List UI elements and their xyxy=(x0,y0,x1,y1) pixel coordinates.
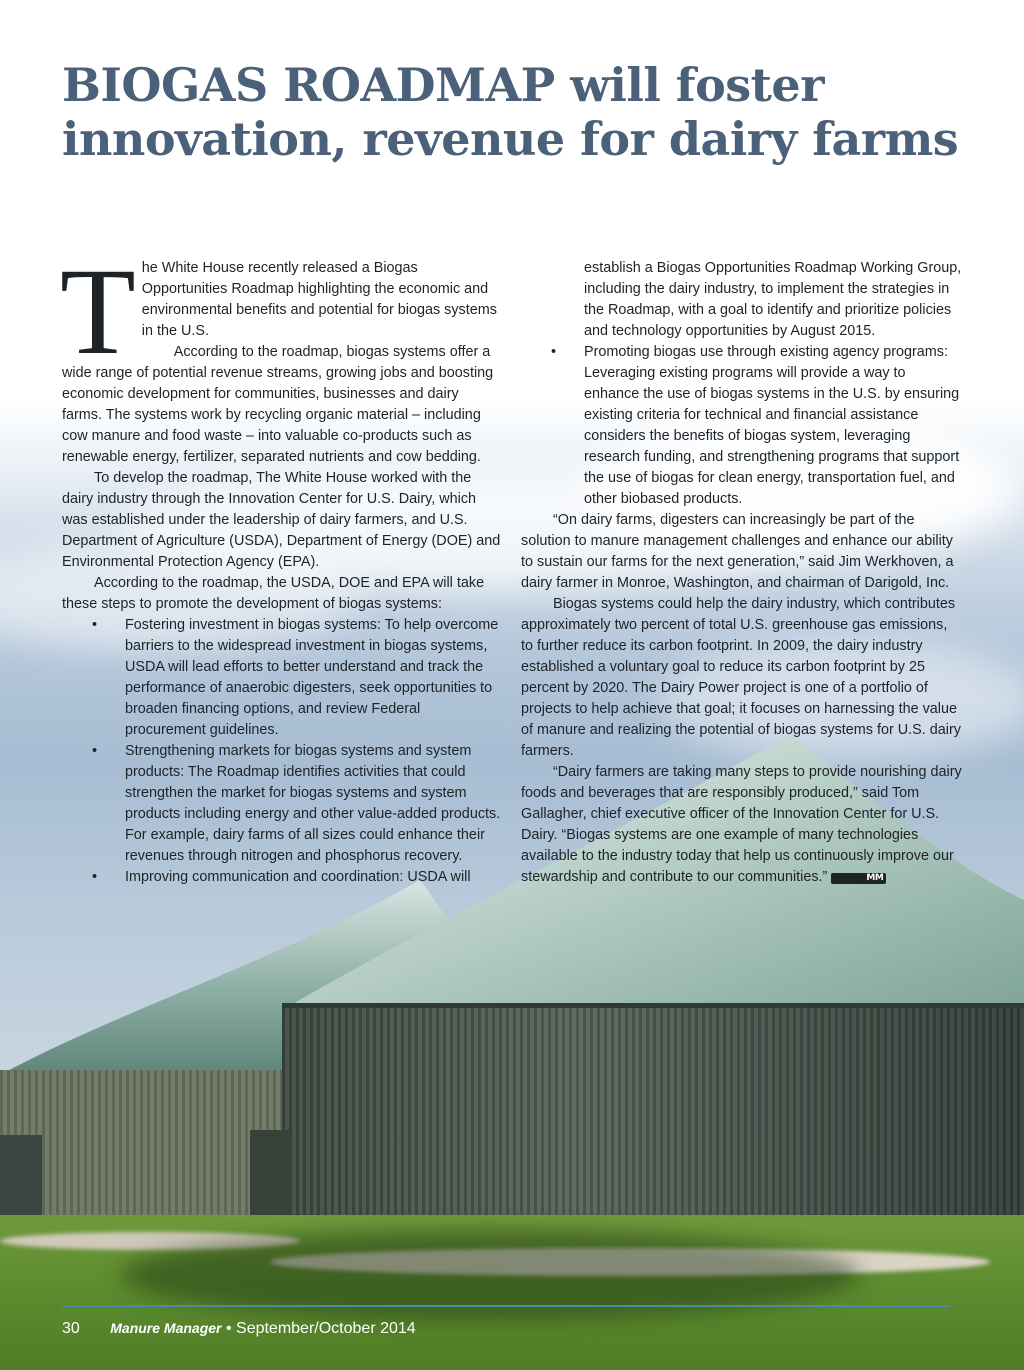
list-item-text: Fostering investment in biogas systems: To help overcome barriers to the widespread investment in biogas systems, USDA will lead efforts to better understand and track the performance of anaerobic digesters, seek opportunities to broaden financing options, and review Federal procurement guidelines. xyxy=(125,617,499,738)
article-title xyxy=(62,58,962,166)
list-item-text: Improving communication and coordination: USDA will xyxy=(125,869,471,885)
list-item xyxy=(62,741,502,867)
list-item xyxy=(62,615,502,741)
paragraph: According to the roadmap, the USDA, DOE and EPA will take these steps to promote the development of biogas systems: xyxy=(62,575,485,612)
bullet-marker: • xyxy=(92,743,98,759)
drop-cap: T xyxy=(60,243,136,380)
intro-paragraph xyxy=(60,243,502,380)
list-item xyxy=(62,867,502,888)
footer-separator: • xyxy=(225,1320,232,1337)
right-column xyxy=(521,258,963,888)
footer-rule xyxy=(62,1305,950,1307)
paragraph: To develop the roadmap, The White House worked with the dairy industry through the Innovation Center for U.S. Dairy, which was established under the leadership of dairy farmers, and U.S. Department of Agriculture (USDA), Department of Energy (DOE) and Environmental Protection Agency (EPA). xyxy=(62,470,501,570)
page-number: 30 xyxy=(62,1320,80,1337)
bullet-marker: • xyxy=(92,869,98,885)
bullet-marker: • xyxy=(92,617,98,633)
paragraph: According to the roadmap, biogas systems offer a wide range of potential revenue streams, growing jobs and boosting economic development for communities, businesses and dairy farms. The systems work by recycling organic material – including cow manure and food waste – into valuable co-products such as renewable energy, fertilizer, separated nutrients and cow bedding. xyxy=(62,344,494,465)
bullet-marker: • xyxy=(551,344,557,360)
title-line-1: BIOGAS ROADMAP will foster xyxy=(62,58,824,112)
list-item-text: Promoting biogas use through existing agency programs: Leveraging existing programs will provide a way to enhance the use of biogas systems in the U.S. by ensuring existing criteria for technical and financial assistance considers the benefits of biogas system, leveraging research funding, and strengthening programs that support the use of biogas for clean energy, transportation fuel, and other biobased products. xyxy=(584,344,960,507)
title-line-2: innovation, revenue for dairy farms xyxy=(62,112,959,166)
list-item-continuation: establish a Biogas Opportunities Roadmap Working Group, including the dairy industry, to implement the strategies in the Roadmap, with a goal to identify and prioritize policies and technology opportunities by August 2015. xyxy=(584,260,962,339)
steps-list-continued xyxy=(521,342,963,510)
issue-date: September/October 2014 xyxy=(236,1320,416,1337)
steps-list xyxy=(62,615,502,888)
list-item-text: Strengthening markets for biogas systems and system products: The Roadmap identifies activities that could strengthen the market for biogas systems and system products including energy and other value-added products. For example, dairy farms of all sizes could enhance their revenues through nitrogen and phosphorus recovery. xyxy=(125,743,501,864)
page-footer xyxy=(62,1320,416,1338)
paragraph-text: “Dairy farmers are taking many steps to provide nourishing dairy foods and beverages that are responsibly produced,” said Tom Gallagher, chief executive officer of the Innovation Center for U.S. Dairy. “Biogas systems are one example of many technologies available to the industry today that help us continuously improve our stewardship and contribute to our communities.” xyxy=(521,764,962,885)
quote-paragraph: “On dairy farms, digesters can increasingly be part of the solution to manure management challenges and enhance our ability to sustain our farms for the next generation,” said Jim Werkhoven, a dairy farmer in Monroe, Washington, and chairman of Darigold, Inc. xyxy=(521,512,954,591)
magazine-name: Manure Manager xyxy=(110,1320,222,1336)
paragraph-text: he White House recently released a Biogas Opportunities Roadmap highlighting the economic and environmental benefits and potential for biogas systems in the U.S. xyxy=(141,260,497,339)
left-column xyxy=(60,243,502,888)
manure-manager-end-mark-icon: MM xyxy=(831,873,886,884)
list-item xyxy=(521,342,963,510)
quote-paragraph xyxy=(521,762,963,888)
paragraph: Biogas systems could help the dairy industry, which contributes approximately two percent of total U.S. greenhouse gas emissions, to further reduce its carbon footprint. In 2009, the dairy industry established a voluntary goal to reduce its carbon footprint by 25 percent by 2020. The Dairy Power project is one of a portfolio of projects to help achieve that goal; it focuses on harnessing the value of manure and realizing the potential of biogas systems for U.S. dairy farmers. xyxy=(521,596,961,759)
